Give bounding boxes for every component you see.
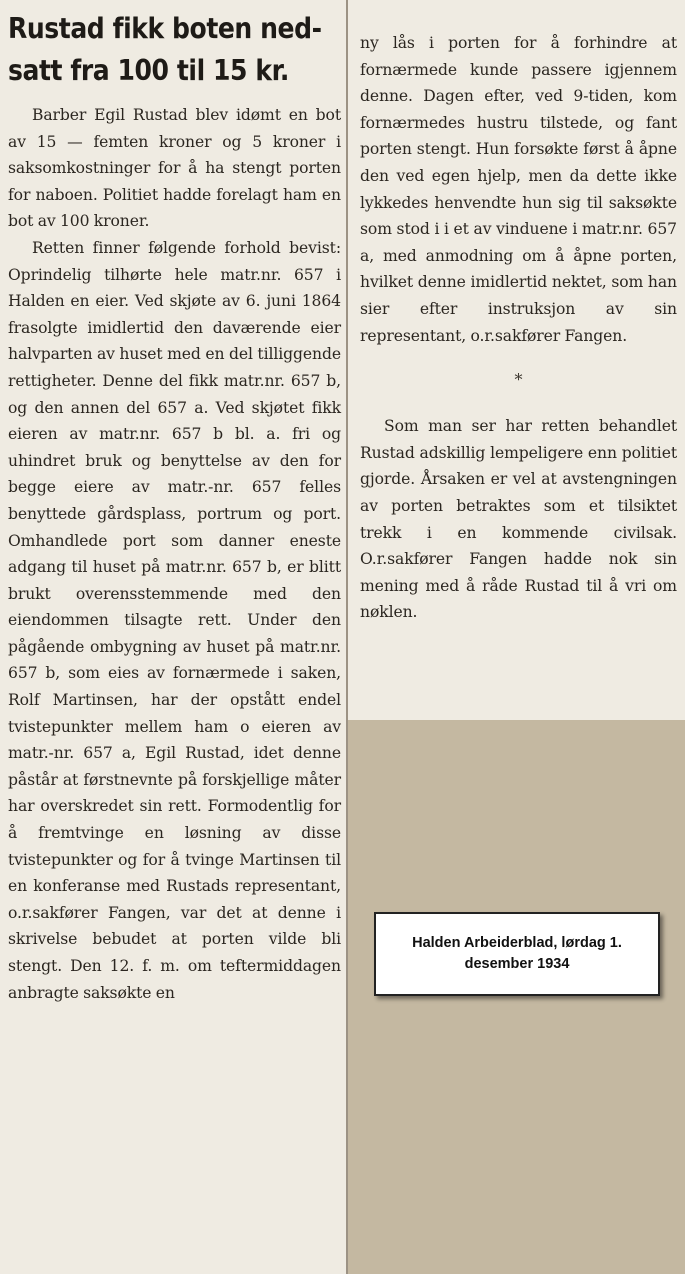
article-right-column [348,0,685,720]
paragraph-continued: ny lås i porten for å forhindre at fornærmede kunde passere igjennem denne. Dagen efter, ved 9-tiden, kom fornærmedes hustru tilstede, og fant porten stengt. Hun forsøkte først å åpne den ved egen hjelp, men da dette ikke lykkedes henvendte hun sig til saksøkte som stod i i et av vinduene i matr.nr. 657 a, med anmodning om å åpne porten, hvilket denne imidlertid nektet, som han sier efter instruksjon av sin representant, o.r.sakfører Fangen. [360,34,677,345]
article-headline [8,8,342,92]
source-caption-box [374,912,660,996]
headline-line-1: Rustad fikk boten ned- [8,12,322,45]
section-separator: * [514,370,523,390]
source-caption-text: Halden Arbeiderblad, lørdag 1. desember 1934 [412,935,622,972]
paragraph-commentary: Som man ser har retten behandlet Rustad adskillig lempeligere enn politiet gjorde. Årsaken er vel at avstengningen av porten betraktes som et tilsiktet trekk i en kommende civilsak. O.r.sakfører Fangen hadde nok sin mening med å råde Rustad til å vri om nøklen. [360,417,677,622]
headline-line-2: satt fra 100 til 15 kr. [8,54,290,87]
paragraph-court-findings: Retten finner følgende forhold bevist: Oprindelig tilhørte hele matr.nr. 657 i Halden en eier. Ved skjøte av 6. juni 1864 frasolgte imidlertid den daværende eier halvparten av huset med en del tilliggende rettigheter. Denne del fikk matr.nr. 657 b, og den annen del 657 a. Ved skjøtet fikk eieren av matr.nr. 657 b bl. a. fri og uhindret bruk og benyttelse av den for begge eiere av matr.-nr. 657 felles benyttede gårdsplass, portrum og port. Omhandlede port som danner eneste adgang til huset på matr.nr. 657 b, er blitt brukt overensstemmende med den eiendommen tilsagte rett. Under den pågående ombygning av huset på matr.nr. 657 b, som eies av fornærmede i saken, Rolf Martinsen, har der opstått endel tvistepunkter mellem ham o eieren av matr.-nr. 657 a, Egil Rustad, idet denne påstår at førstnevnte på forskjellige måter har overskredet sin rett. Formodentlig for å fremtvinge en løsning av disse tvistepunkter og for å tvinge Martinsen til en konferanse med Rustads representant, o.r.sakfører Fangen, var det at denne i skrivelse bebudet at porten vilde bli stengt. Den 12. f. m. om teftermiddagen anbragte saksøkte en [8,238,341,1002]
paragraph-verdict: Barber Egil Rustad blev idømt en bot av 15 — femten kroner og 5 kroner i saksomkostninger for å ha stengt porten for naboen. Politiet hadde forelagt ham en bot av 100 kroner. [8,106,341,231]
